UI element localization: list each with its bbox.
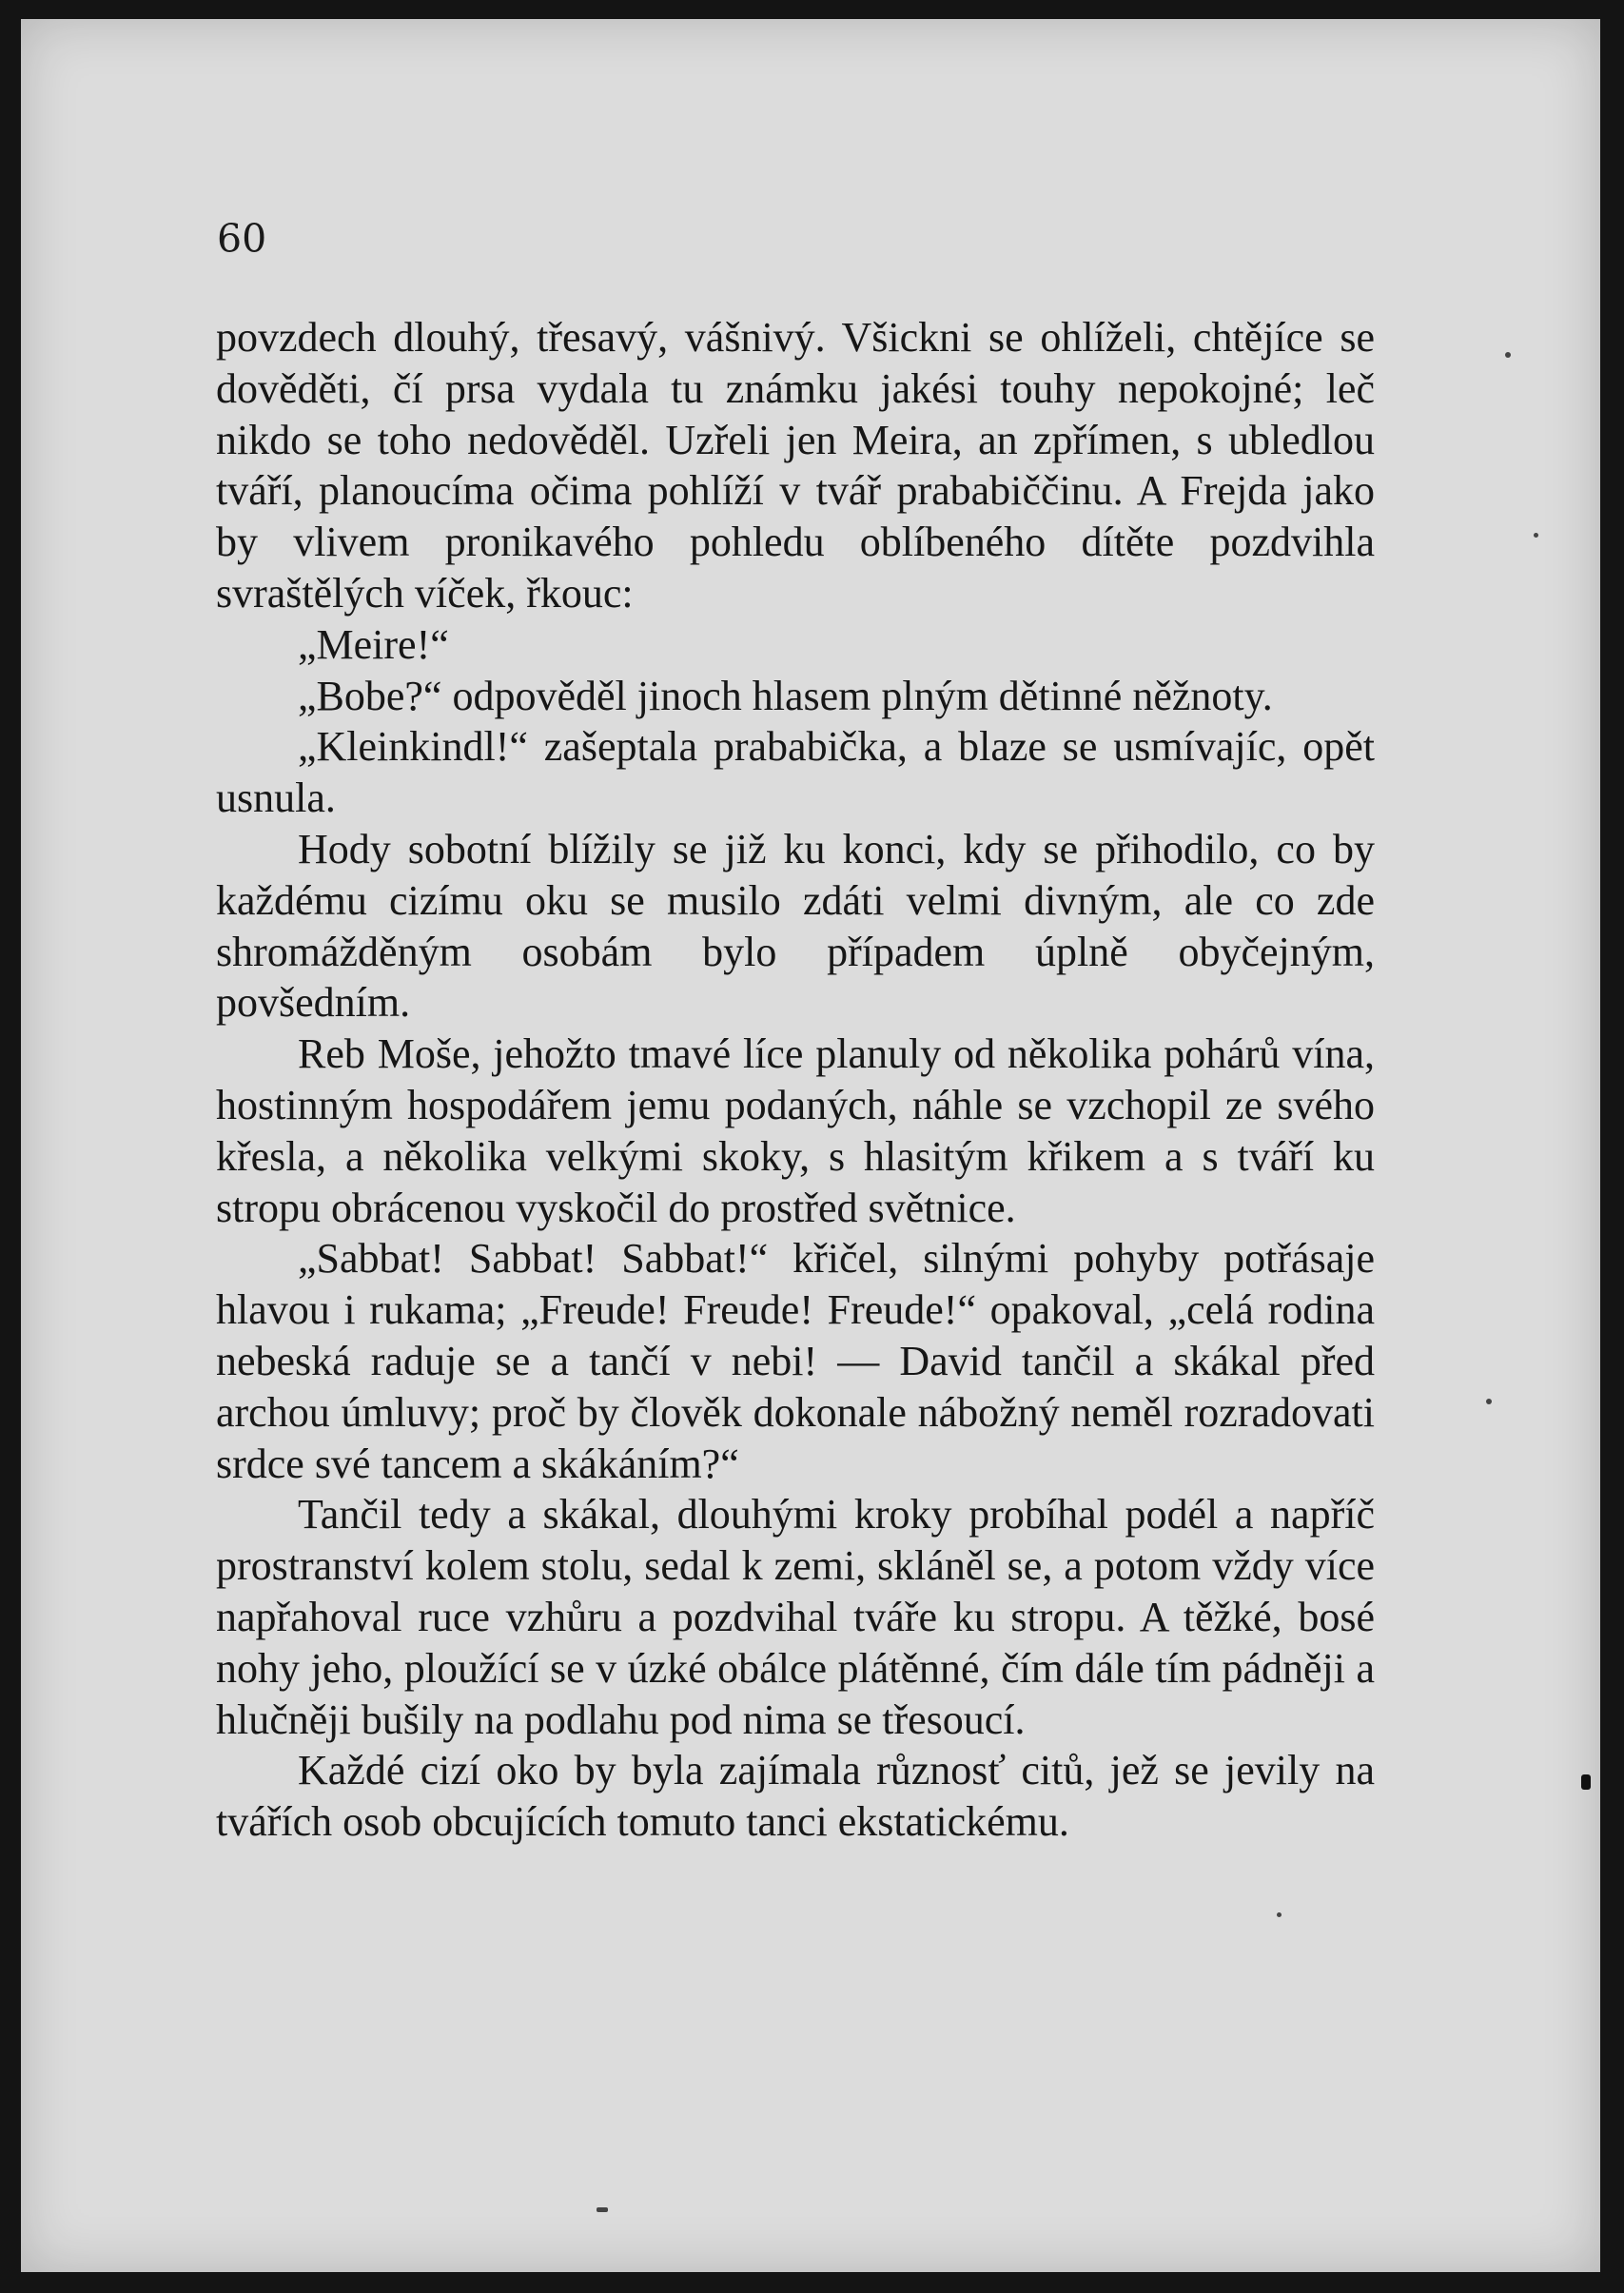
scan-speck xyxy=(1505,352,1511,358)
paragraph: „Meire!“ xyxy=(298,620,449,668)
paragraph: „Sabbat! Sabbat! Sabbat!“ křičel, silnými pohyby potřásaje hlavou i rukama; „Freude! Freude! Freude!“ opakoval, „celá rodina nebeská raduje se a tančí v nebi! — David tančil a skákal před archou úmluvy; proč by člověk dokonale nábožný neměl rozradovati srdce své tancem a skákáním?“ xyxy=(216,1235,1375,1487)
scan-speck xyxy=(1581,1774,1591,1790)
scan-speck xyxy=(597,2207,608,2212)
paragraph: „Bobe?“ odpověděl jinoch hlasem plným dětinné něžnoty. xyxy=(298,672,1273,719)
paragraph: povzdech dlouhý, třesavý, vášnivý. Všickni se ohlíželi, chtějíce se dověděti, čí prsa vydala tu známku jakési touhy nepokojné; leč nikdo se toho nedověděl. Uzřeli jen Meira, an zpřímen, s ubledlou tváří, planoucíma očima pohlíží v tvář prababiččinu. A Frejda jako by vlivem pronikavého pohledu oblíbeného dítěte pozdvihla svraštělých víček, řkouc: xyxy=(216,314,1375,617)
paragraph: Reb Moše, jehožto tmavé líce planuly od několika pohárů vína, hostinným hospodářem jemu podaných, náhle se vzchopil ze svého křesla, a několika velkými skoky, s hlasitým křikem a s tváří ku stropu obrácenou vyskočil do prostřed světnice. xyxy=(216,1030,1375,1231)
scan-speck xyxy=(1534,533,1538,538)
paragraph: „Kleinkindl!“ zašeptala prababička, a blaze se usmívajíc, opět usnula. xyxy=(216,723,1375,822)
book-page xyxy=(21,19,1600,2272)
scan-speck xyxy=(1277,1912,1282,1917)
paragraph: Hody sobotní blížily se již ku konci, kdy se přihodilo, co by každému cizímu oku se musilo zdáti velmi divným, ale co zde shromážděným osobám bylo případem úplně obyčejným, povšedním. xyxy=(216,825,1375,1027)
body-text xyxy=(216,312,1375,1848)
paragraph: Každé cizí oko by byla zajímala různosť citů, jež se jevily na tvářích osob obcujících tomuto tanci ekstatickému. xyxy=(216,1747,1375,1846)
scan-speck xyxy=(1486,1399,1492,1404)
page-number: 60 xyxy=(217,216,267,262)
paragraph: Tančil tedy a skákal, dlouhými kroky probíhal podél a napříč prostranství kolem stolu, sedal k zemi, skláněl se, a potom vždy více napřahoval ruce vzhůru a pozdvihal tváře ku stropu. A těžké, bosé nohy jeho, ploužící se v úzké obálce plátěnné, čím dále tím pádněji a hlučněji bušily na podlahu pod nima se třesoucí. xyxy=(216,1491,1375,1743)
